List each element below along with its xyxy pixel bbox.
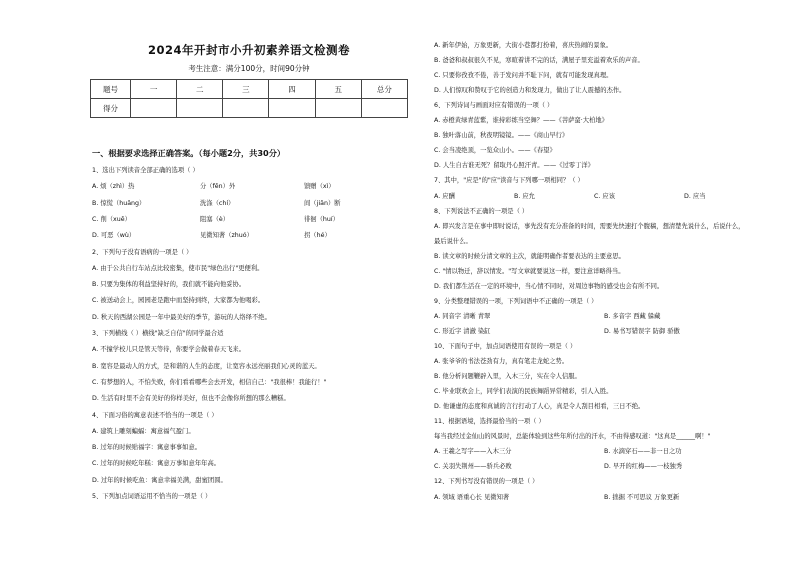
question-line: C. 有梦想的人，不怕失败，你们看看哪些会去开发，相信自己："我很棒！我能行！" [92, 378, 327, 386]
option-text: B. 多音字 西藏 躲藏 [604, 312, 661, 320]
option-text: B. 拙掘 不可思议 万象更新 [604, 493, 680, 501]
score-table-score-row [91, 99, 408, 118]
option-text: C. 应该 [594, 192, 615, 200]
option-text: 洗涤（chí） [200, 199, 235, 207]
score-header-cell: 五 [315, 80, 361, 99]
exam-notice: 考生注意：满分100分，时间90分钟 [188, 64, 310, 73]
question-stem: 6、下列诗词与画面对应有错误的一项（ ） [434, 102, 554, 110]
question-line: A. 新年伊始，万象更新，大街小巷都打扮着，喜庆热闹的景象。 [434, 42, 613, 49]
option-text: A. 王羲之写字——入木三分 [434, 448, 512, 456]
question-line: 最后说什么。 [434, 237, 472, 245]
section-heading: 一、根据要求选择正确答案。（每小题2分，共30分） [92, 148, 286, 158]
option-text: D. 可恶（wù） [92, 232, 136, 240]
score-row-label: 得分 [91, 99, 131, 118]
option-text: C. 关羽失荆州——骄兵必败 [434, 463, 512, 471]
score-table-header-row [91, 80, 408, 99]
score-header-cell: 二 [177, 80, 223, 99]
question-stem: 11、根据语境，选择最恰当的一项（ ） [434, 418, 545, 426]
option-text: 拐（hé） [304, 232, 331, 240]
option-text: 分（fēn）外 [200, 183, 236, 191]
question-line: A. 赤橙黄绿青蓝紫，谁持彩练当空舞？——《菩萨蛮·大柏地》 [434, 117, 608, 125]
question-line: B. 爸爸和叔叔很久不见，寒暄着讲不完的话，满屋子里充溢着欢乐的声音。 [434, 57, 644, 65]
option-text: C. 削（xuē） [92, 215, 131, 223]
question-stem: 7、其中，"应是"的"应"读音与下列哪一项相同？（ ） [434, 177, 584, 185]
score-header-cell: 四 [269, 80, 315, 99]
option-text: D. 早开的红梅——一枝独秀 [604, 463, 683, 471]
score-cell [269, 99, 315, 118]
score-cell [177, 99, 223, 118]
question-line: B. 他分析问题鞭辟入里，入木三分，实在令人信服。 [434, 373, 581, 381]
score-cell [223, 99, 269, 118]
option-text: B. 惊慌（huāng） [92, 199, 146, 207]
score-header-cell: 总分 [361, 80, 407, 99]
question-stem: 5、下列加点词语运用不恰当的一项是（ ） [92, 493, 212, 500]
question-stem: 9、分类整理错误的一项，下列词语中不正确的一项是（ ） [434, 297, 598, 305]
option-text: 见微知著（zhuó） [200, 232, 253, 240]
exam-title: 2024年开封市小升初素养语文检测卷 [147, 43, 350, 57]
question-line: D. 人们惊叹和赞叹于它的创造力和发现力，做出了让人震撼的杰作。 [434, 87, 626, 95]
question-line: C. 毕业联欢会上，同学们表演的民族舞蹈异常精彩，引人入胜。 [434, 388, 613, 396]
question-line: A. 建筑上雕刻蝙蝠：寓意福气盈门。 [92, 427, 195, 435]
question-line: B. 宽容是最动人的方式，是和谐的人生的态度，让宽容永远亮丽我们心灵的蓝天。 [92, 362, 321, 370]
question-line: A. 不撞学校儿只是管天等待，你要学会做着春天飞来。 [92, 346, 246, 354]
option-text: B. 应允 [514, 192, 535, 200]
question-stem: 2、下列句子没有语病的一项是（ ） [92, 248, 193, 256]
question-line: B. 只要为集体的利益坚持好的，我们就不能向他妥协。 [92, 281, 246, 289]
question-line: A. 由于公共自行车站点比较密集，使市民"绿色出行"更便利。 [92, 264, 264, 272]
score-header-cell: 一 [131, 80, 177, 99]
option-text: A. 烦（zhì）热 [92, 183, 135, 191]
question-line: C. 被送动会上，园园老是跑中而坚持到终，大家都为他喝彩。 [92, 297, 265, 305]
score-table [90, 79, 408, 118]
question-line: D. 他谦虚的态度和真诚的言行打动了人心，真是令人刮目相看，三日不绝。 [434, 403, 645, 411]
question-line: B. 过年的时候贴福字：寓意事事如意。 [92, 444, 202, 452]
question-stem: 4、下面习俗的寓意表述不恰当的一项是（ ） [92, 411, 218, 419]
score-header-cell: 三 [223, 80, 269, 99]
question-line: C. 过年的时候吃年糕：寓意万事如意年年高。 [92, 460, 221, 468]
question-line: B. 读文章的时候分清文章的主次，就能明确作者要表达的主要意思。 [434, 252, 625, 260]
question-line: 每当我经过金仙山的风景时，总能体验到这些年所付出的汗水，不由得感叹道："这真是______啊！" [434, 433, 711, 441]
question-line: C. 会当凌绝顶，一览众山小。——《春望》 [434, 147, 556, 155]
question-line: D. 我们都生活在一定的环境中，当心情不同时，对周边事物的感受也会有所不同。 [434, 282, 664, 290]
question-line: C. 只要你孜孜不倦，善于发问并不耻下问，就有可能发现真理。 [434, 72, 613, 80]
question-stem: 1、选出下列读音全部正确的选项（ ） [92, 167, 199, 174]
option-text: 间（jiān）断 [304, 199, 341, 207]
option-text: A. 应酬 [434, 192, 455, 200]
option-text: C. 形近字 清澈 染缸 [434, 327, 491, 335]
option-text: D. 易书写错误字 防御 骄傲 [604, 327, 680, 335]
score-cell [131, 99, 177, 118]
score-header-cell: 题号 [91, 80, 131, 99]
option-text: 徘徊（huí） [304, 215, 339, 223]
question-stem: 10、下面句子中，加点词语使用有误的一项是（ ） [434, 343, 577, 350]
option-text: 馈赠（xì） [304, 183, 335, 191]
question-stem: 8、下列说法不正确的一项是（ ） [434, 207, 529, 215]
question-stem: 3、下列横线（ ）横线"缺乏自信"的同学最合适 [92, 330, 224, 337]
option-text: B. 水滴穿石——非一日之功 [604, 448, 682, 456]
question-line: B. 独叶落山前，秋夜明镜镜。——《商山早行》 [434, 132, 569, 140]
option-text: A. 领域 语重心长 见微知著 [434, 493, 510, 501]
question-line: A. 即兴发言是在事中即时说话，事先没有充分准备的时间，需要先快速打个腹稿，想清楚先说什么，后说什么， [434, 222, 745, 230]
option-text: A. 同音字 清晰 青翠 [434, 312, 491, 320]
question-line: D. 人生自古谁无死？留取丹心照汗青。——《过零丁洋》 [434, 162, 594, 170]
question-line: D. 生活有时里不会有美好的你样美好，但也不会像你所想的那么糟糕。 [92, 395, 290, 403]
question-line: A. 张爷爷的书法苍劲有力，真有笔走龙蛇之势。 [434, 358, 569, 366]
option-text: D. 应当 [684, 192, 706, 200]
score-cell [361, 99, 407, 118]
question-stem: 12、下列书写没有错误的一项是（ ） [434, 478, 539, 486]
option-text: 阻塞（è） [200, 215, 230, 223]
score-cell [315, 99, 361, 118]
question-line: D. 秋天的西湖公园是一年中最美好的季节，游玩的人络绎不绝。 [92, 313, 271, 321]
question-line: D. 过年的时候吃鱼：寓意幸福美满，甜蜜团圆。 [92, 476, 227, 484]
question-line: C. "情以物迁，辞以情发。"写文章就要说这一样，要注意详略得当。 [434, 267, 625, 275]
